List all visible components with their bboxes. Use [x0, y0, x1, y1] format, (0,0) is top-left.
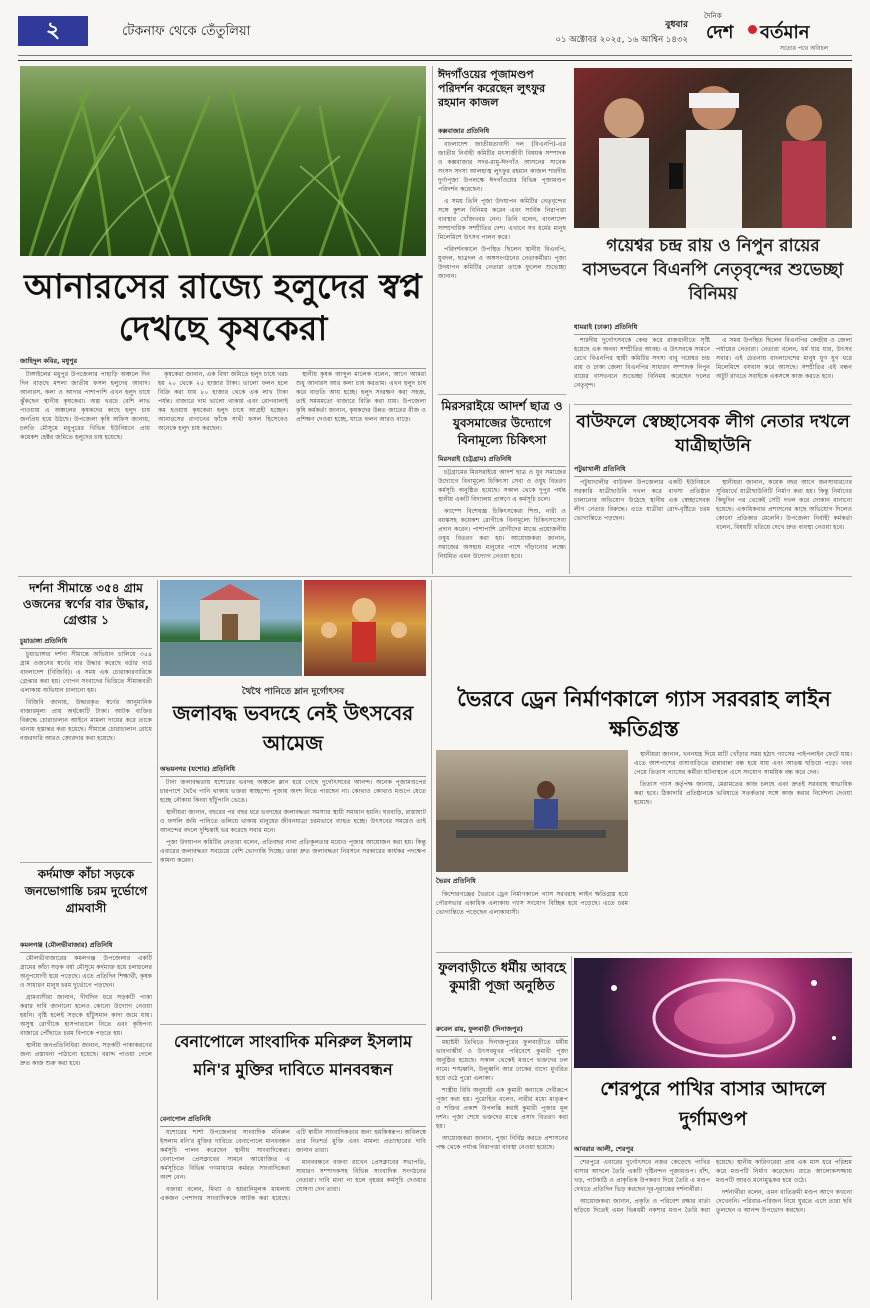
bhairab-para: তিতাস গ্যাস কর্তৃপক্ষ জানায়, মেরামতের কাজ চলছে এবং দ্রুতই সরবরাহ স্বাভাবিক করা হবে। ঠিকাদারি প্রতিষ্ঠানকে ভবিষ্যতে সতর্কতার সঙ্গে কাজ করার নির্দেশনা দেওয়া হয়েছে। — [634, 781, 852, 806]
bnp-greeting-byline: ধামরাই (ঢাকা) প্রতিনিধি — [574, 322, 852, 335]
turmeric-byline: জাহিদুল কবির, মধুপুর — [20, 356, 426, 369]
section-title: টেকনাফ থেকে তেঁতুলিয়া — [122, 24, 251, 39]
puja-visit-byline: কক্সবাজার প্রতিনিধি — [438, 126, 566, 139]
weekday: বুধবার — [665, 20, 688, 30]
kacha-road-para: স্থানীয় জনপ্রতিনিধিরা জানান, সড়কটি পাকাকরণের জন্য প্রস্তাবনা পাঠানো হয়েছে। বরাদ্দ পাওয়া গেলে দ্রুত কাজ শুরু করা হবে। — [20, 1042, 152, 1067]
logo-dot-icon — [748, 25, 757, 34]
logo-word-a: দেশ — [706, 22, 734, 43]
turmeric-headline: আনারসের রাজ্যে হলুদের স্বপ্ন দেখছে কৃষকেরা — [24, 267, 422, 349]
masthead — [18, 8, 852, 56]
nest-mandap-graphic — [574, 958, 852, 1068]
benapole-para: যশোরের শার্শা উপজেলার সাংবাদিক মনিরুল ইসলাম মনি'র মুক্তির দাবিতে বেনাপোলে মানববন্ধন কর্মসূচি পালন করেছেন স্থানীয় সাংবাদিকেরা। বেনাপোল প্রেসক্লাবের সামনে আয়োজিত এ কর্মসূচিতে বিভিন্ন গণমাধ্যমে কর্মরত সাংবাদিকেরা অংশ নেন। — [160, 1129, 290, 1181]
kacha-road-para: গ্রামবাসীরা জানান, দীর্ঘদিন ধরে সড়কটি পাকা করার দাবি জানানো হলেও কোনো উদ্যোগ নেওয়া হয়নি। বৃষ্টি হলেই সড়কে হাঁটুসমান কাদা জমে যায়। অসুস্থ রোগীকে হাসপাতালে নিতে এবং কৃষিপণ্য বাজারে পৌঁছাতে চরম বিপাকে পড়তে হয়। — [20, 994, 152, 1037]
darshana-headline: দর্শনা সীমান্তে ৩৫৪ গ্রাম ওজনের স্বর্ণের বার উদ্ধার, গ্রেপ্তার ১ — [22, 581, 150, 627]
bhairab-headline: ভৈরবে ড্রেন নির্মাণকালে গ্যাস সরবরাহ লাইন ক্ষতিগ্রস্ত — [457, 687, 831, 741]
bnp-greeting-photo — [574, 68, 852, 228]
flooded-mandap-photo — [160, 580, 302, 676]
kacha-road-body — [20, 954, 152, 1300]
jessore-kicker: থৈথৈ পানিতে ম্লান দুর্গোৎসব — [241, 687, 345, 697]
benapole-para: মানববন্ধনে বক্তব্য রাখেন প্রেসক্লাবের সভাপতি, সাধারণ সম্পাদকসহ বিভিন্ন সাংবাদিক সংগঠনের নেতারা। দাবি মানা না হলে বৃহত্তর কর্মসূচি দেওয়ার ঘোষণা দেন তারা। — [296, 1159, 426, 1193]
benapole-body — [160, 1128, 426, 1300]
bhairab-body-right — [634, 750, 852, 948]
bhairab-para: স্থানীয়রা জানান, খননযন্ত্র দিয়ে মাটি খোঁড়ার সময় হঠাৎ গ্যাসের পাইপলাইন ফেটে যায়। এতে আশপাশের বাসাবাড়িতে রান্নাবান্না বন্ধ হয়ে যায় এবং আতঙ্ক ছড়িয়ে পড়ে। খবর পেয়ে তিতাস গ্যাসের কর্মীরা ঘটনাস্থলে এসে সংযোগ সাময়িক বন্ধ করে দেন। — [634, 751, 852, 776]
paper-logo — [702, 10, 852, 54]
mirsarai-body — [438, 468, 566, 572]
kumari-puja-byline: রুবেল রায়, ফুলবাড়ী (দিনাজপুর) — [436, 1024, 568, 1037]
sherpur-para: আয়োজকরা জানান, প্রকৃতি ও পরিবেশ রক্ষার বার্তা ছড়িয়ে দিতেই এমন ভিন্নধর্মী নকশার মণ্ডপ তৈরি করা হয়েছে। স্থানীয় কারিগরেরা প্রায় এক মাস ধরে পরিশ্রম করে মণ্ডপটি নির্মাণ করেছেন। রাতে আলোকসজ্জায় মণ্ডপটি আরও মনোমুগ্ধকর হয়ে ওঠে। — [574, 1159, 852, 1214]
sherpur-body — [574, 1158, 852, 1300]
baufal-para: স্থানীয়রা জানান, কয়েক বছর আগে জনসাধারণের সুবিধার্থে যাত্রীছাউনিটি নির্মাণ করা হয়। কিন্তু নির্মাণের কিছুদিন পর থেকেই সেটি দখল করে দোকান বানানো হয়েছে। একাধিকবার প্রশাসনের কাছে অভিযোগ দিলেও কোনো প্রতিকার মেলেনি। উপজেলা নির্বাহী কর্মকর্তা বলেন, বিষয়টি খতিয়ে দেখে দ্রুত ব্যবস্থা নেওয়া হবে। — [716, 479, 852, 531]
kumari-puja-para: শাস্ত্রীয় বিধি অনুযায়ী এক কুমারী কন্যাকে দেবীরূপে পূজা করা হয়। পুরোহিত বলেন, নারীর মধ্যে মাতৃরূপ ও শক্তির প্রকাশ উপলব্ধি করাই কুমারী পূজার মূল দর্শন। পূজা শেষে ভক্তদের মাঝে প্রসাদ বিতরণ করা হয়। — [436, 1087, 568, 1130]
gas-line-graphic — [436, 750, 628, 872]
jessore-para: পূজা উদযাপন কমিটির নেতারা বলেন, প্রতিবছর নানা প্রতিকূলতার মধ্যেও পূজার আয়োজন করা হয়। কিন্তু এবারের জলাবদ্ধতা সবচেয়ে বেশি ভোগান্তি দিচ্ছে। তারা দ্রুত জলাবদ্ধতা নিরসনে সরকারের কার্যকর পদক্ষেপ কামনা করেন। — [160, 839, 426, 864]
bnp-people-graphic — [574, 68, 852, 228]
darshana-para: বিজিবি জানায়, উদ্ধারকৃত স্বর্ণের আনুমানিক বাজারমূল্য প্রায় অর্ধকোটি টাকা। আটক ব্যক্তির বিরুদ্ধে চোরাচালান আইনে মামলা দায়ের করে তাকে থানায় হস্তান্তর করা হয়েছে। সীমান্তে চোরাচালান রোধে নজরদারি আরও জোরদার করা হয়েছে। — [20, 699, 152, 742]
puja-visit-body — [438, 140, 566, 388]
bnp-greeting-para: এ সময় উপস্থিত ছিলেন বিএনপির কেন্দ্রীয় ও জেলা পর্যায়ের নেতারা। নেতারা বলেন, ধর্ম যার যার, উৎসব সবার। এই চেতনায় বাংলাদেশের মানুষ যুগ যুগ ধরে মিলেমিশে বসবাস করে আসছে। সম্প্রীতির এই বন্ধন অটুট রাখতে সবাইকে একসঙ্গে কাজ করতে হবে। — [716, 337, 852, 380]
puja-visit-headline: ঈদগাঁওয়ের পূজামণ্ডপ পরিদর্শন করেছেন লুৎফুর রহমান কাজল — [438, 68, 546, 109]
bnp-greeting-para: শারদীয় দুর্গোৎসবকে কেন্দ্র করে রাজধানীতে সৃষ্টি হয়েছে এক অনন্য সম্প্রীতির আবহ। এ উৎসবকে সামনে রেখে বিএনপির স্থায়ী কমিটির সদস্য বাবু গয়েশ্বর চন্দ্র রায় ও ঢাকা জেলা বিএনপির সাধারণ সম্পাদক নিপুন রায়ের বাসভবনে শুভেচ্ছা বিনিময় করেছেন দলের নেতৃবৃন্দ। — [574, 337, 710, 389]
sherpur-para: শেরপুরে এবারের দুর্গোৎসবে নজর কেড়েছে পাখির বাসার আদলে তৈরি একটি দৃষ্টিনন্দন পূজামণ্ডপ। বাঁশ, খড়, পাটকাঠি ও প্রাকৃতিক উপকরণ দিয়ে তৈরি এ মণ্ডপ দেখতে প্রতিদিন ভিড় করছেন দূর-দূরান্তের দর্শনার্থীরা। — [574, 1159, 710, 1193]
kumari-puja-body — [436, 1038, 568, 1300]
bnp-greeting-body — [574, 336, 852, 400]
darshana-body — [20, 650, 152, 858]
kumari-puja-para: মহাষ্টমী তিথিতে দিনাজপুরের ফুলবাড়ীতে ধর্মীয় ভাবগাম্ভীর্য ও উৎসবমুখর পরিবেশে কুমারী পূজা অনুষ্ঠিত হয়েছে। সকাল থেকেই মণ্ডপে ভক্তদের ঢল নামে। শঙ্খধ্বনি, উলুধ্বনি আর ঢাকের বাদ্যে মুখরিত হয়ে ওঠে পুরো এলাকা। — [436, 1039, 568, 1082]
bird-nest-mandap-photo — [574, 958, 852, 1068]
kacha-road-headline: কর্দমাক্ত কাঁচা সড়কে জনভোগান্তি চরম দুর্ভোগে গ্রামবাসী — [24, 867, 148, 915]
kacha-road-byline: কমলগঞ্জ (মৌলভীবাজার) প্রতিনিধি — [20, 940, 152, 953]
logo-small: দৈনিক — [704, 12, 722, 20]
sherpur-headline: শেরপুরে পাখির বাসার আদলে দুর্গামণ্ডপ — [600, 1078, 826, 1130]
baufal-byline: পটুয়াখালী প্রতিনিধি — [574, 464, 852, 477]
kacha-road-para: মৌলভীবাজারের কমলগঞ্জ উপজেলার একটি গ্রামের কাঁচা সড়ক বর্ষা মৌসুমে কর্দমাক্ত হয়ে চলাচলের অনুপযোগী হয়ে পড়েছে। এতে প্রতিদিন শিক্ষার্থী, কৃষক ও সাধারণ মানুষ চরম দুর্ভোগে পড়ছেন। — [20, 955, 152, 989]
baufal-para: পটুয়াখালীর বাউফল উপজেলার একটি ইউনিয়নে সরকারি যাত্রীছাউনি দখল করে ব্যবসা প্রতিষ্ঠান চালানোর অভিযোগ উঠেছে স্থানীয় এক স্বেচ্ছাসেবক লীগ নেতার বিরুদ্ধে। এতে যাত্রীরা রোদ-বৃষ্টিতে চরম ভোগান্তিতে পড়ছেন। — [574, 479, 710, 522]
turmeric-para: কৃষকেরা জানান, এক বিঘা জমিতে হলুদ চাষে খরচ হয় ২০ থেকে ২৫ হাজার টাকা। ভালো ফলন হলে বিক্রি করা যায় ৮০ হাজার থেকে এক লাখ টাকা পর্যন্ত। বাজারে দাম ভালো থাকায় এবং রোগবালাই কম হওয়ায় কৃষকেরা হলুদ চাষে আগ্রহী হচ্ছেন। আনারসের বাগানের ফাঁকে সাথী ফসল হিসেবেও অনেকে হলুদ চাষ করছেন। — [158, 371, 288, 432]
bhairab-photo-caption: ভৈরব প্রতিনিধি — [436, 877, 476, 885]
baufal-headline: বাউফলে স্বেচ্ছাসেবক লীগ নেতার দখলে যাত্রীছাউনি — [576, 412, 850, 456]
baufal-body — [574, 478, 852, 572]
sherpur-byline: আবরার আলী, শেরপুর — [574, 1144, 852, 1157]
kumari-puja-para: আয়োজকরা জানান, পূজা নির্বিঘ্ন করতে প্রশাসনের পক্ষ থেকে পর্যাপ্ত নিরাপত্তা ব্যবস্থা নেওয়া হয়েছে। — [436, 1135, 568, 1151]
durga-idol-photo — [304, 580, 426, 676]
mirsarai-para: ক্যাম্পে বিশেষজ্ঞ চিকিৎসকেরা শিশু, নারী ও বয়স্কসহ কয়েকশ রোগীকে বিনামূল্যে চিকিৎসাসেবা প্রদান করেন। পাশাপাশি রোগীদের মাঝে প্রয়োজনীয় ওষুধ বিতরণ করা হয়। আয়োজকরা জানান, সমাজের অসহায় মানুষের পাশে দাঁড়ানোর লক্ষ্যে নিয়মিত এমন উদ্যোগ নেওয়া হবে। — [438, 508, 566, 560]
darshana-para: চুয়াডাঙ্গার দর্শনা সীমান্তে অভিযান চালিয়ে ৩৫৪ গ্রাম ওজনের স্বর্ণের বার উদ্ধার করেছে বর্ডার গার্ড বাংলাদেশ (বিজিবি)। এ সময় এক চোরাকারবারিকে গ্রেপ্তার করা হয়। গোপন সংবাদের ভিত্তিতে সীমান্তবর্তী এলাকায় অভিযান চালানো হয়। — [20, 651, 152, 694]
puja-visit-para: বাংলাদেশ জাতীয়তাবাদী দল (বিএনপি)-এর জাতীয় নির্বাহী কমিটির মৎস্যজীবী বিষয়ক সম্পাদক ও কক্সবাজার সদর-রামু-ঈদগাঁও আসনের সাবেক সংসদ সদস্য আলহাজ্ব লুৎফুর রহমান কাজল শারদীয় দুর্গাপূজা উপলক্ষে ঈদগাঁওয়ের বিভিন্ন পূজামণ্ডপ পরিদর্শন করেছেন। — [438, 141, 566, 193]
jessore-headline: জলাবদ্ধ ভবদহে নেই উৎসবের আমেজ — [172, 701, 414, 755]
bhairab-para: কিশোরগঞ্জের ভৈরবে ড্রেন নির্মাণকালে গ্যাস সরবরাহ লাইন ক্ষতিগ্রস্ত হয়ে পৌরসভার একাধিক এলাকায় গ্যাস সংযোগ বিচ্ছিন্ন হয়ে পড়েছে। এতে চরম ভোগান্তিতে পড়েছেন এলাকাবাসী। — [436, 891, 628, 916]
turmeric-leaves-graphic — [20, 66, 426, 256]
darshana-byline: চুয়াডাঙ্গা প্রতিনিধি — [20, 636, 152, 649]
mirsarai-headline: মিরসরাইয়ে আদর্শ ছাত্র ও যুবসমাজের উদ্যোগে বিনামূল্যে চিকিৎসা — [441, 399, 563, 447]
mirsarai-para: চট্টগ্রামের মিরসরাইয়ে আদর্শ ছাত্র ও যুব সমাজের উদ্যোগে বিনামূল্যে চিকিৎসা সেবা ও ওষুধ বিতরণ কর্মসূচি অনুষ্ঠিত হয়েছে। সকাল থেকে দুপুর পর্যন্ত স্থানীয় একটি বিদ্যালয় প্রাঙ্গণে এ কর্মসূচি চলে। — [438, 469, 566, 503]
mirsarai-byline: মিরসরাই (চট্টগ্রাম) প্রতিনিধি — [438, 454, 566, 467]
benapole-byline: বেনাপোল প্রতিনিধি — [160, 1114, 426, 1127]
bhairab-body-left — [436, 890, 628, 948]
date-line: ০১ অক্টোবর ২০২৫, ১৬ আশ্বিন ১৪৩২ — [555, 35, 688, 45]
benapole-para: বক্তারা বলেন, মিথ্যা ও হয়রানিমূলক মামলায় একজন পেশাদার সাংবাদিককে আটক করা হয়েছে। এটি স্বাধীন সাংবাদিকতার জন্য হুমকিস্বরূপ। অবিলম্বে তার নিঃশর্ত মুক্তি এবং মামলা প্রত্যাহারের দাবি জানান তারা। — [160, 1129, 426, 1202]
jessore-body — [160, 778, 426, 1018]
jessore-para: স্থানীয়রা জানান, বছরের পর বছর ধরে ভবদহের জলাবদ্ধতা সমস্যার স্থায়ী সমাধান হয়নি। ঘরবাড়ি, রাস্তাঘাট ও ফসলি জমি পানিতে তলিয়ে থাকায় মানুষের জীবনযাত্রা চরমভাবে ব্যাহত হচ্ছে। উৎসবের সময়েও তাই আনন্দের বদলে দুশ্চিন্তাই ভর করেছে সবার মনে। — [160, 809, 426, 834]
flood-mandap-graphic — [160, 580, 302, 676]
turmeric-body — [20, 370, 426, 570]
benapole-headline: বেনাপোলে সাংবাদিক মনিরুল ইসলাম মনি'র মুক্তির দাবিতে মানববন্ধন — [174, 1032, 412, 1079]
sherpur-para: দর্শনার্থীরা বলেন, এমন ব্যতিক্রমী মণ্ডপ আগে কখনো দেখেননি। পরিবার-পরিজন নিয়ে ঘুরতে এসে তারা ছবি তুলছেন ও আনন্দ উপভোগ করছেন। — [716, 1189, 852, 1214]
jessore-byline: অভয়নগর (যশোর) প্রতিনিধি — [160, 764, 426, 777]
kumari-puja-headline: ফুলবাড়ীতে ধর্মীয় আবহে কুমারী পূজা অনুষ্ঠিত — [438, 961, 566, 994]
jessore-para: টানা জলাবদ্ধতায় যশোরের ভবদহ অঞ্চলে ম্লান হয়ে গেছে দুর্গোৎসবের আনন্দ। অনেক পূজামণ্ডপের চারপাশে থৈথৈ পানি থাকায় ভক্তরা স্বাচ্ছন্দ্যে পূজায় অংশ নিতে পারছেন না। কোথাও কোথাও মণ্ডপে যেতে হচ্ছে নৌকায় কিংবা হাঁটুপানি ভেঙে। — [160, 779, 426, 804]
turmeric-photo — [20, 66, 426, 256]
gas-line-photo — [436, 750, 628, 872]
puja-visit-para: পরিদর্শনকালে উপস্থিত ছিলেন স্থানীয় বিএনপি, যুবদল, ছাত্রদল ও অঙ্গসংগঠনের নেতাকর্মীরা। পূজা উদযাপন কমিটির নেতারা তাকে ফুলেল শুভেচ্ছা জানান। — [438, 246, 566, 280]
durga-idol-graphic — [304, 580, 426, 676]
logo-tagline: সত্যের পথে অবিচল — [780, 45, 829, 52]
turmeric-para: স্থানীয় কৃষক আব্দুল মালেক বলেন, আগে আমরা শুধু আনারস আর কলা চাষ করতাম। এখন হলুদ চাষ করে বাড়তি আয় হচ্ছে। হলুদ সংরক্ষণ করা সহজ, তাই সময়মতো বাজারে বিক্রি করা যায়। উপজেলা কৃষি কর্মকর্তা জানান, কৃষকদের উন্নত জাতের বীজ ও প্রশিক্ষণ দেওয়া হচ্ছে, যাতে ফলন আরও বাড়ে। — [296, 371, 426, 423]
page-number: ২ — [18, 16, 88, 46]
turmeric-para: টাঙ্গাইলের মধুপুর উপজেলার পাহাড়ি অঞ্চলে দিন দিন বাড়ছে মশলা জাতীয় ফসল হলুদের আবাদ। আনারস, কলা ও আদার পাশাপাশি এখন হলুদ চাষে ঝুঁকছেন স্থানীয় কৃষকেরা। অল্প খরচে বেশি লাভ পাওয়ায় এ অঞ্চলের কৃষকদের কাছে হলুদ চাষ জনপ্রিয় হয়ে উঠছে। উপজেলা কৃষি অফিস জানায়, চলতি মৌসুমে মধুপুরের বিভিন্ন ইউনিয়নে প্রায় কয়েকশ হেক্টর জমিতে হলুদের চাষ হয়েছে। — [20, 371, 150, 441]
puja-visit-para: এ সময় তিনি পূজা উদযাপন কমিটির নেতৃবৃন্দের সঙ্গে কুশল বিনিময় করেন এবং সার্বিক নিরাপত্তা ব্যবস্থার খোঁজখবর নেন। তিনি বলেন, বাংলাদেশ সাম্প্রদায়িক সম্প্রীতির দেশ। এখানে সব ধর্মের মানুষ মিলেমিশে উৎসব পালন করে। — [438, 198, 566, 241]
bnp-greeting-headline: গয়েশ্বর চন্দ্র রায় ও নিপুন রায়ের বাসভবনে বিএনপি নেতৃবৃন্দের শুভেচ্ছা বিনিময় — [582, 236, 844, 304]
logo-word-b: বর্তমান — [760, 22, 810, 43]
